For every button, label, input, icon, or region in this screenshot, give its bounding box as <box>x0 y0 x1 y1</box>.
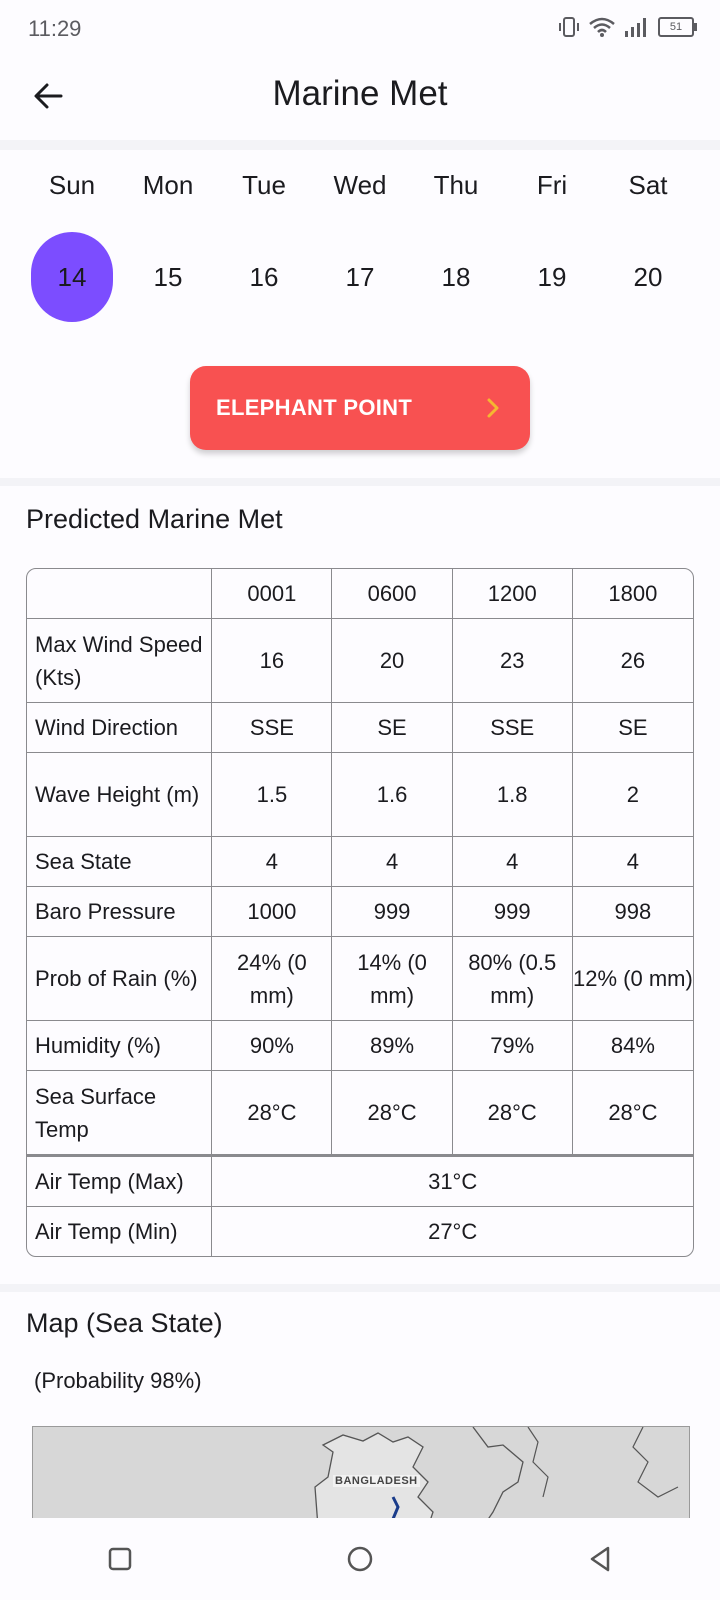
table-corner-cell <box>27 569 212 619</box>
table-cell: SSE <box>212 703 332 753</box>
dates <box>24 232 696 322</box>
circle-icon <box>345 1544 375 1574</box>
table-row <box>27 1207 693 1256</box>
predicted-section <box>0 486 720 1284</box>
day-name: Wed <box>333 170 387 200</box>
table-cell: 1.6 <box>332 753 452 837</box>
section-title: Map (Sea State) <box>26 1308 223 1338</box>
section-title: Predicted Marine Met <box>26 504 283 534</box>
table-row <box>27 1155 693 1207</box>
table-row <box>27 703 693 753</box>
table-cell: 4 <box>573 837 693 887</box>
home-button[interactable] <box>330 1529 390 1589</box>
row-label: Sea Surface Temp <box>27 1071 212 1155</box>
date-button[interactable]: 20 <box>633 261 663 292</box>
table-cell: 16 <box>212 619 332 703</box>
table-cell: SE <box>573 703 693 753</box>
table-cell: 26 <box>573 619 693 703</box>
map-country-label: BANGLADESH <box>335 1475 418 1487</box>
table-cell: 24% (0 mm) <box>212 937 332 1021</box>
battery-icon <box>658 17 694 37</box>
table-cell: 999 <box>453 887 573 937</box>
location-button[interactable] <box>190 366 530 450</box>
table-cell: 84% <box>573 1021 693 1071</box>
row-label: Air Temp (Min) <box>27 1207 212 1256</box>
app-bar <box>0 56 720 140</box>
day-name: Tue <box>242 170 286 200</box>
table-cell: SE <box>332 703 452 753</box>
row-label: Wave Height (m) <box>27 753 212 837</box>
time-header: 1800 <box>573 569 693 619</box>
square-icon <box>106 1545 134 1573</box>
date-button[interactable]: 19 <box>537 261 567 292</box>
date-button[interactable]: 16 <box>249 261 279 292</box>
time-header: 1200 <box>453 569 573 619</box>
day-name: Sun <box>48 170 96 200</box>
table-cell: 999 <box>332 887 452 937</box>
row-label: Baro Pressure <box>27 887 212 937</box>
day-name: Thu <box>433 170 479 200</box>
map-section <box>0 1292 720 1518</box>
table-cell: 4 <box>212 837 332 887</box>
date-selected[interactable]: 14 <box>31 232 113 322</box>
date-button[interactable]: 17 <box>345 261 375 292</box>
table-cell: 20 <box>332 619 452 703</box>
table-cell: 1000 <box>212 887 332 937</box>
day-name: Sat <box>628 170 668 200</box>
row-label: Prob of Rain (%) <box>27 937 212 1021</box>
day-names <box>24 170 696 201</box>
table-header-row <box>27 569 693 619</box>
page-title: Marine Met <box>272 74 448 113</box>
signal-icon <box>624 16 650 38</box>
row-label: Humidity (%) <box>27 1021 212 1071</box>
triangle-back-icon <box>586 1544 614 1574</box>
table-cell: 28°C <box>212 1071 332 1155</box>
time-header: 0600 <box>332 569 452 619</box>
chevron-right-icon <box>484 397 502 419</box>
table-cell: 90% <box>212 1021 332 1071</box>
table-cell: 79% <box>453 1021 573 1071</box>
table-cell: 23 <box>453 619 573 703</box>
status-icons <box>558 16 694 38</box>
table-cell: 998 <box>573 887 693 937</box>
table-row <box>27 1021 693 1071</box>
table-row <box>27 887 693 937</box>
met-table <box>26 568 694 1257</box>
row-label: Air Temp (Max) <box>27 1155 212 1207</box>
vibrate-icon <box>558 16 580 38</box>
date-button[interactable]: 18 <box>441 261 471 292</box>
table-cell: 80% (0.5 mm) <box>453 937 573 1021</box>
status-bar <box>0 0 720 56</box>
wifi-icon <box>588 16 616 38</box>
row-label: Wind Direction <box>27 703 212 753</box>
day-name: Mon <box>142 170 194 200</box>
table-row <box>27 619 693 703</box>
row-label: Sea State <box>27 837 212 887</box>
table-cell: 28°C <box>573 1071 693 1155</box>
table-cell: 4 <box>332 837 452 887</box>
time-header: 0001 <box>212 569 332 619</box>
table-cell: 4 <box>453 837 573 887</box>
table-cell: 1.5 <box>212 753 332 837</box>
table-cell: SSE <box>453 703 573 753</box>
table-cell: 14% (0 mm) <box>332 937 452 1021</box>
table-cell: 31°C <box>212 1155 693 1207</box>
table-cell: 2 <box>573 753 693 837</box>
table-cell: 12% (0 mm) <box>573 937 693 1021</box>
table-cell: 28°C <box>453 1071 573 1155</box>
table-row <box>27 753 693 837</box>
table-row <box>27 837 693 887</box>
table-cell: 28°C <box>332 1071 452 1155</box>
table-cell: 89% <box>332 1021 452 1071</box>
day-name: Fri <box>536 170 568 200</box>
recents-button[interactable] <box>90 1529 150 1589</box>
table-row <box>27 937 693 1021</box>
battery-level: 51 <box>669 21 683 33</box>
system-nav-bar <box>0 1518 720 1600</box>
status-time: 11:29 <box>28 16 82 41</box>
date-button[interactable]: 15 <box>153 261 183 292</box>
table-row <box>27 1071 693 1155</box>
week-selector <box>0 150 720 478</box>
location-label: ELEPHANT POINT <box>216 395 413 420</box>
table-cell: 1.8 <box>453 753 573 837</box>
row-label: Max Wind Speed (Kts) <box>27 619 212 703</box>
table-cell: 27°C <box>428 1219 478 1244</box>
map-outline <box>33 1427 689 1518</box>
back-nav-button[interactable] <box>570 1529 630 1589</box>
sea-state-map[interactable] <box>32 1426 690 1518</box>
probability-label: (Probability 98%) <box>34 1368 202 1393</box>
